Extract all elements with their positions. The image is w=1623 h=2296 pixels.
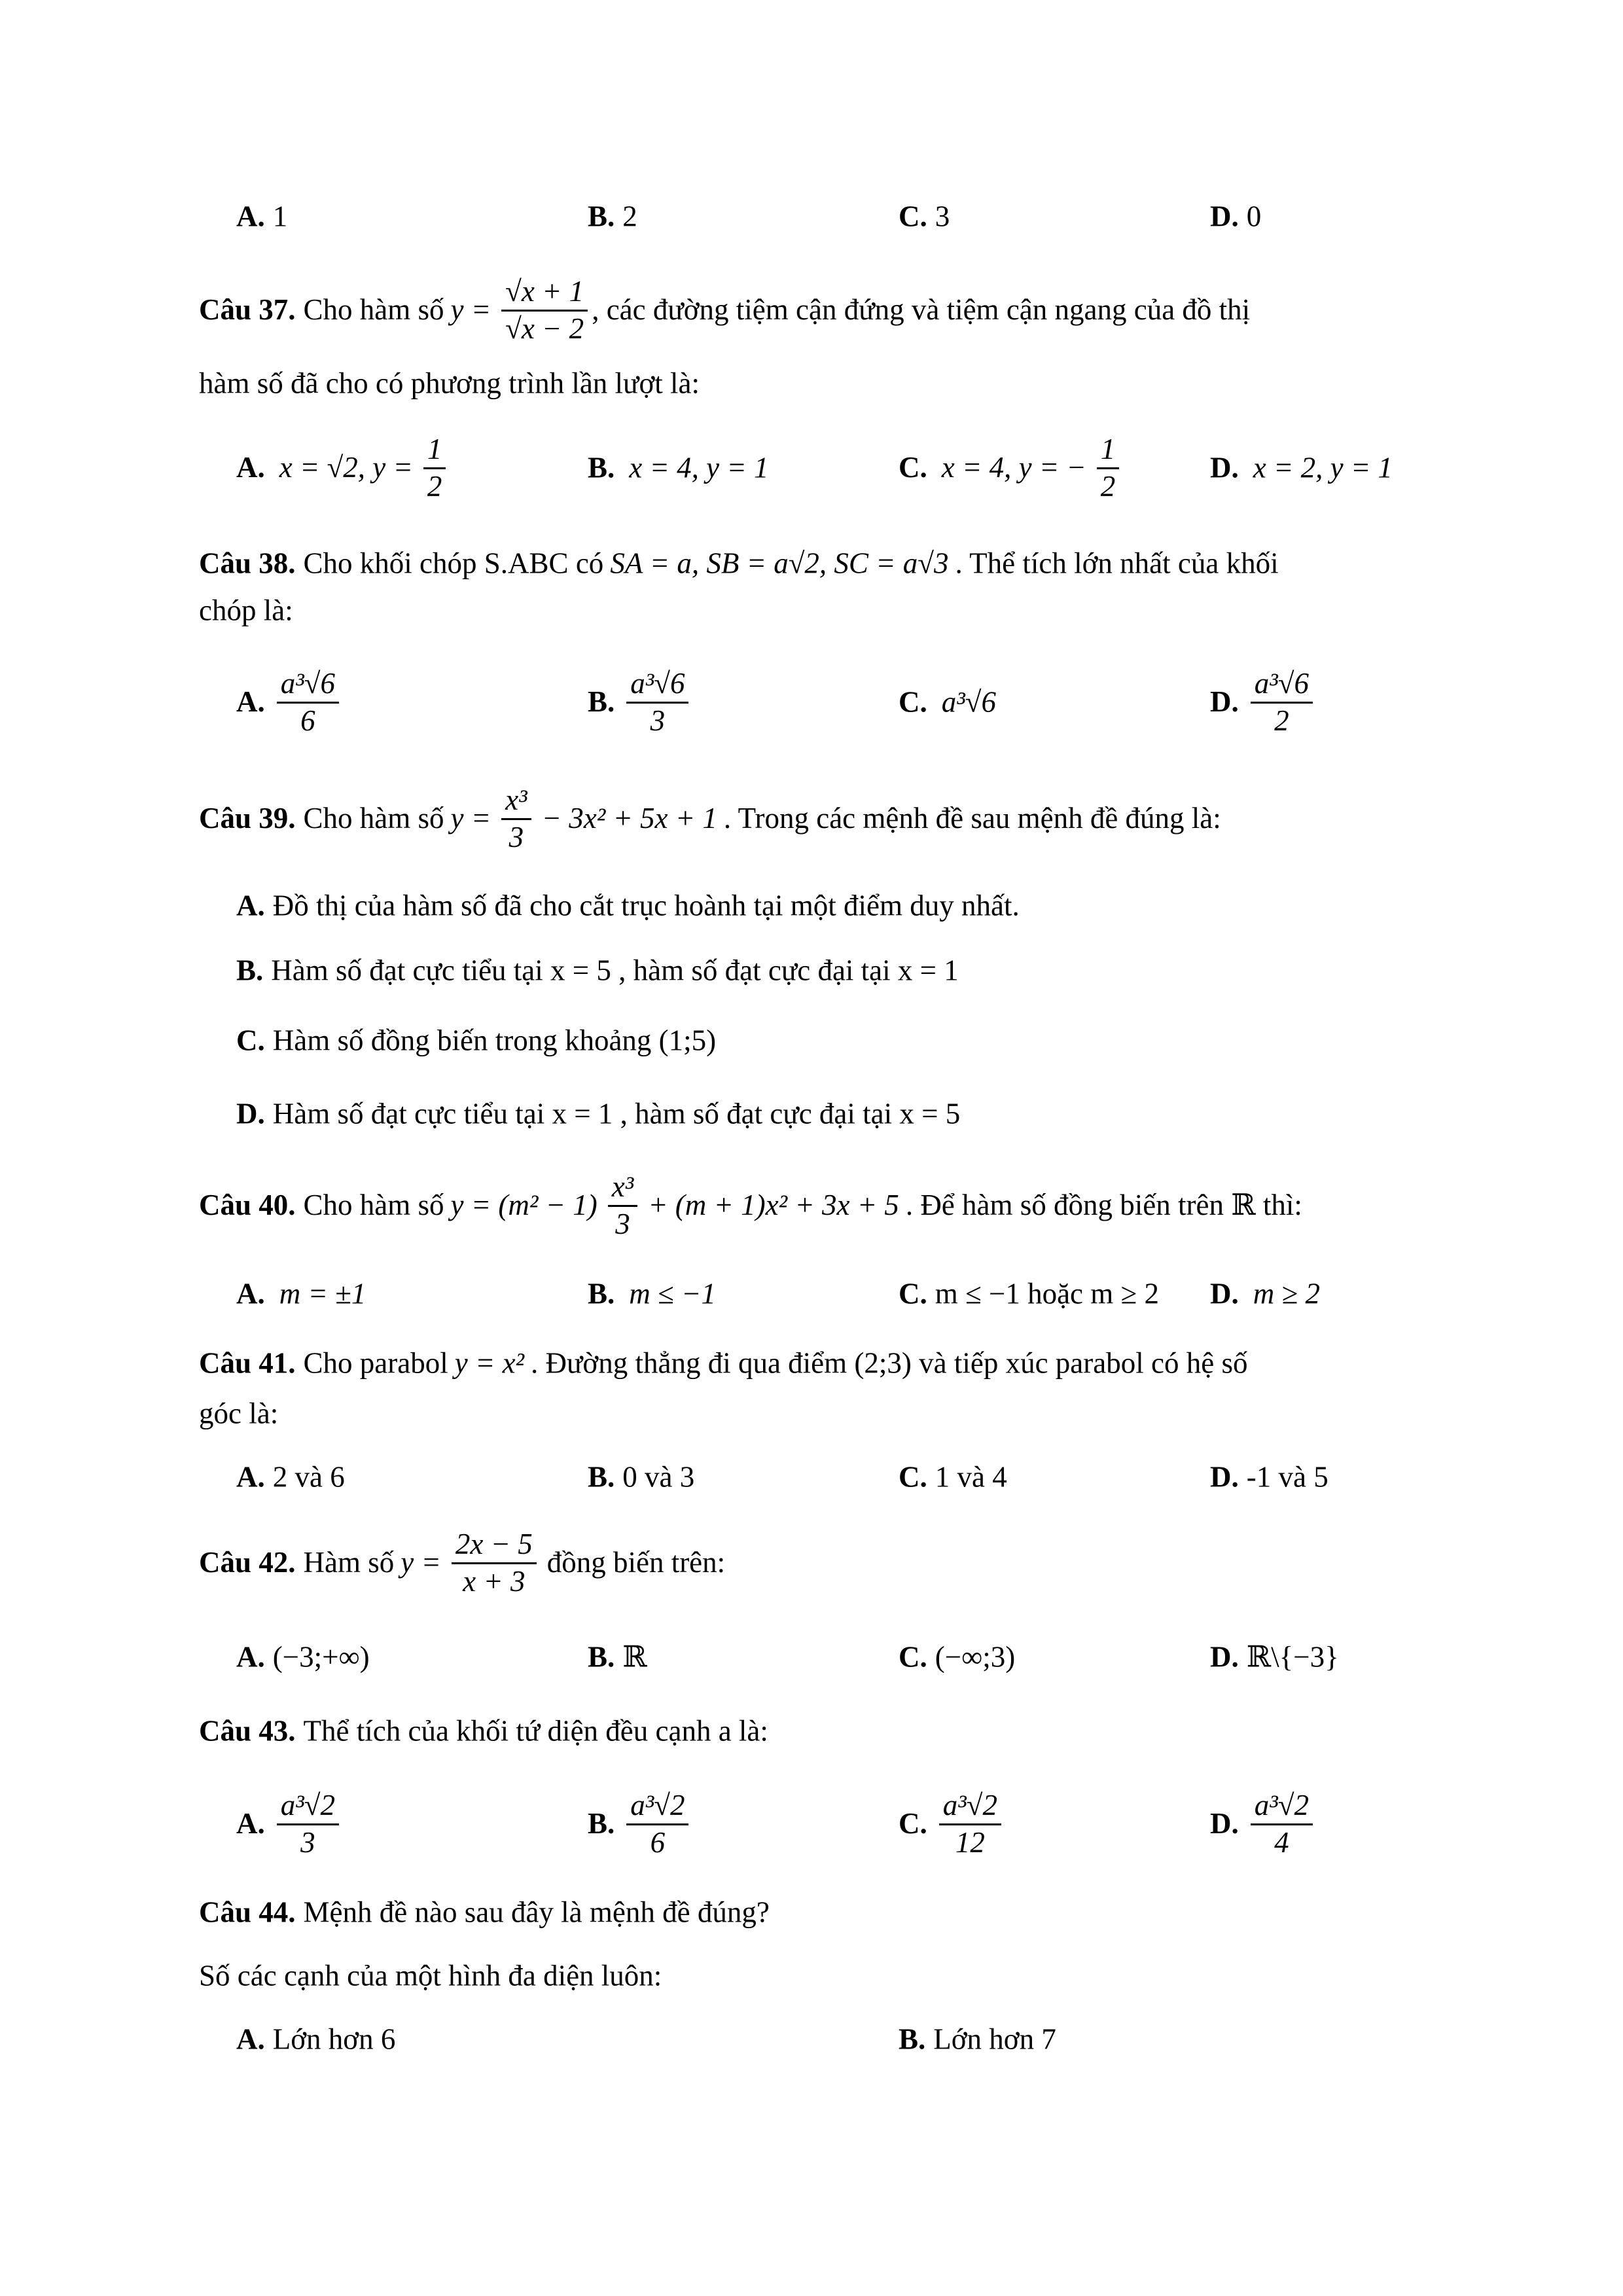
option-label: C. xyxy=(236,1024,265,1057)
option-label: C. xyxy=(899,1640,927,1674)
option-text: Hàm số đạt cực tiểu tại x = 1 , hàm số đạt cực đại tại x = 5 xyxy=(272,1097,961,1130)
option-label: B. xyxy=(588,451,615,484)
q40-option-b xyxy=(588,1278,722,1310)
q44-stem-line2: Số các cạnh của một hình đa diện luôn: xyxy=(199,1959,662,1992)
numerator: √x + 1 xyxy=(501,274,588,312)
q44-option-a xyxy=(236,2023,395,2056)
denominator: 3 xyxy=(300,1825,315,1859)
math: y = xyxy=(401,1546,441,1579)
q41-option-d xyxy=(1210,1461,1329,1494)
stem-text: , các đường tiệm cận đứng và tiệm cận ngang của đồ thị xyxy=(592,293,1251,327)
option-label: C. xyxy=(899,1807,927,1840)
denominator: 6 xyxy=(300,704,315,737)
q37-option-b xyxy=(588,452,775,484)
option-text: m ≤ −1 hoặc m ≥ 2 xyxy=(935,1277,1159,1310)
option-label: A. xyxy=(236,2022,265,2056)
q36-option-d xyxy=(1210,200,1261,233)
q42-stem xyxy=(199,1527,725,1599)
q43-option-d xyxy=(1210,1788,1317,1860)
q44-stem xyxy=(199,1896,770,1929)
q36-option-c xyxy=(899,200,950,233)
option-label: D. xyxy=(1210,1640,1239,1674)
denominator: 12 xyxy=(955,1825,985,1859)
stem-text: Cho hàm số xyxy=(303,293,444,327)
question-label: Câu 37. xyxy=(199,293,296,327)
option-label: C. xyxy=(899,1277,927,1310)
option-label: C. xyxy=(899,685,927,719)
math: y = xyxy=(450,293,491,327)
option-label: B. xyxy=(588,685,615,719)
option-label: B. xyxy=(899,2022,926,2056)
q42-option-a xyxy=(236,1641,370,1674)
option-text: 0 và 3 xyxy=(622,1460,695,1494)
denominator: 2 xyxy=(427,469,442,503)
math: y = (m² − 1) xyxy=(450,1189,597,1222)
option-text: Hàm số đồng biến trong khoảng (1;5) xyxy=(272,1024,717,1057)
q37-option-d xyxy=(1210,452,1399,484)
q37-stem-line2: hàm số đã cho có phương trình lần lượt là: xyxy=(199,367,700,400)
math: (−∞;3) xyxy=(935,1640,1016,1674)
numerator: x³ xyxy=(608,1170,637,1207)
option-text: Lớn hơn 6 xyxy=(272,2022,396,2056)
math: m = ±1 xyxy=(279,1277,366,1310)
option-text: Lớn hơn 7 xyxy=(933,2022,1056,2056)
q38-option-c xyxy=(899,686,1003,719)
fraction xyxy=(501,274,588,346)
numerator: 1 xyxy=(1097,432,1120,469)
question-label: Câu 39. xyxy=(199,802,296,835)
fraction xyxy=(608,1170,637,1242)
option-text: Đồ thị của hàm số đã cho cắt trục hoành tại một điểm duy nhất. xyxy=(272,889,1020,922)
q39-option-c xyxy=(236,1024,716,1057)
option-label: C. xyxy=(899,451,927,484)
q42-option-b xyxy=(588,1641,647,1674)
question-label: Câu 40. xyxy=(199,1189,296,1222)
q43-option-c xyxy=(899,1788,1005,1860)
option-label: D. xyxy=(1210,1277,1239,1310)
denominator: √x − 2 xyxy=(505,312,584,345)
numerator: a³√6 xyxy=(626,666,688,704)
q44-option-b xyxy=(899,2023,1056,2056)
option-label: C. xyxy=(899,1460,927,1494)
numerator: x³ xyxy=(501,783,531,820)
math: y = xyxy=(450,802,491,835)
q43-option-a xyxy=(236,1788,343,1860)
numerator: a³√2 xyxy=(939,1788,1001,1825)
option-label: A. xyxy=(236,685,265,719)
math: x = 2, y = 1 xyxy=(1253,451,1393,484)
fraction xyxy=(939,1788,1001,1860)
numerator: a³√2 xyxy=(277,1788,339,1825)
math: SA = a, SB = a√2, SC = a√3 xyxy=(610,547,949,580)
q38-stem xyxy=(199,547,1279,580)
math: (−3;+∞) xyxy=(272,1640,370,1674)
denominator: 4 xyxy=(1274,1825,1289,1859)
q37-stem xyxy=(199,274,1250,346)
stem-text: . Đường thẳng đi qua điểm (2;3) và tiếp xúc parabol có hệ số xyxy=(531,1346,1248,1380)
option-label: B. xyxy=(588,1277,615,1310)
math: ℝ\{−3} xyxy=(1246,1640,1339,1674)
q41-stem xyxy=(199,1347,1247,1380)
option-label: A. xyxy=(236,200,265,233)
stem-text: Cho parabol xyxy=(303,1346,448,1380)
option-label: D. xyxy=(1210,200,1239,233)
option-label: B. xyxy=(236,954,264,987)
q36-option-b xyxy=(588,200,637,233)
option-text: 2 xyxy=(622,200,637,233)
q39-option-d xyxy=(236,1098,960,1130)
numerator: 1 xyxy=(423,432,446,469)
fraction xyxy=(626,1788,688,1860)
denominator: 2 xyxy=(1100,469,1116,503)
fraction xyxy=(277,1788,339,1860)
fraction xyxy=(1097,432,1120,504)
fraction xyxy=(423,432,446,504)
option-text: 2 và 6 xyxy=(272,1460,345,1494)
denominator: 6 xyxy=(650,1825,666,1859)
stem-text: đồng biến trên: xyxy=(546,1546,726,1579)
q38-option-b xyxy=(588,666,692,738)
question-label: Câu 44. xyxy=(199,1895,296,1929)
stem-text: . Trong các mệnh đề sau mệnh đề đúng là: xyxy=(723,802,1221,835)
denominator: 3 xyxy=(615,1207,630,1240)
q38-stem-line2: chóp là: xyxy=(199,594,293,627)
q39-stem xyxy=(199,783,1221,855)
option-text: 1 xyxy=(272,200,288,233)
option-label: A. xyxy=(236,889,265,922)
option-text: 0 xyxy=(1246,200,1262,233)
numerator: 2x − 5 xyxy=(452,1527,537,1564)
stem-text: Hàm số xyxy=(303,1546,395,1579)
numerator: a³√2 xyxy=(626,1788,688,1825)
stem-text: . Để hàm số đồng biến trên ℝ thì: xyxy=(905,1189,1302,1222)
q43-stem xyxy=(199,1715,768,1748)
math: ℝ xyxy=(622,1640,647,1674)
option-text: 3 xyxy=(935,200,950,233)
option-label: C. xyxy=(899,200,927,233)
fraction xyxy=(1251,666,1313,738)
option-text: 1 và 4 xyxy=(935,1460,1007,1494)
stem-text: Mệnh đề nào sau đây là mệnh đề đúng? xyxy=(303,1895,770,1929)
option-label: B. xyxy=(588,1460,615,1494)
math: a³√6 xyxy=(941,685,996,719)
q40-stem xyxy=(199,1170,1302,1242)
q42-option-c xyxy=(899,1641,1015,1674)
math: + (m + 1)x² + 3x + 5 xyxy=(648,1189,899,1222)
q37-option-c xyxy=(899,432,1123,504)
q41-option-c xyxy=(899,1461,1007,1494)
q41-option-a xyxy=(236,1461,345,1494)
q42-option-d xyxy=(1210,1641,1339,1674)
stem-text: Cho hàm số xyxy=(303,1189,444,1222)
denominator: 3 xyxy=(508,820,524,853)
option-label: A. xyxy=(236,1640,265,1674)
q41-option-b xyxy=(588,1461,694,1494)
option-label: D. xyxy=(1210,1460,1239,1494)
option-label: A. xyxy=(236,1460,265,1494)
q41-stem-line2: góc là: xyxy=(199,1397,279,1430)
numerator: a³√2 xyxy=(1251,1788,1313,1825)
math: m ≥ 2 xyxy=(1253,1277,1320,1310)
denominator: x + 3 xyxy=(463,1564,526,1598)
fraction xyxy=(1251,1788,1313,1860)
q38-option-d xyxy=(1210,666,1317,738)
stem-text: Thể tích của khối tứ diện đều cạnh a là: xyxy=(303,1714,768,1748)
q43-option-b xyxy=(588,1788,692,1860)
question-label: Câu 41. xyxy=(199,1346,296,1380)
option-label: B. xyxy=(588,1807,615,1840)
question-label: Câu 42. xyxy=(199,1546,296,1579)
q40-option-a xyxy=(236,1278,372,1310)
math: x = 4, y = 1 xyxy=(629,451,769,484)
fraction xyxy=(452,1527,537,1599)
q36-option-a xyxy=(236,200,287,233)
denominator: 2 xyxy=(1274,704,1289,737)
option-label: D. xyxy=(1210,451,1239,484)
option-label: A. xyxy=(236,1277,265,1310)
option-label: D. xyxy=(1210,1807,1239,1840)
fraction xyxy=(626,666,688,738)
numerator: a³√6 xyxy=(1251,666,1313,704)
stem-text: Cho khối chóp S.ABC có xyxy=(303,547,604,580)
option-label: B. xyxy=(588,200,615,233)
q40-option-c xyxy=(899,1278,1159,1310)
q39-option-a xyxy=(236,889,1020,922)
q39-option-b xyxy=(236,954,959,987)
math: y = x² xyxy=(454,1346,525,1380)
option-label: D. xyxy=(1210,685,1239,719)
denominator: 3 xyxy=(650,704,666,737)
math: x = 4, y = − xyxy=(941,451,1086,484)
option-label: D. xyxy=(236,1097,265,1130)
q37-option-a xyxy=(236,432,450,504)
math: − 3x² + 5x + 1 xyxy=(541,802,717,835)
question-label: Câu 43. xyxy=(199,1714,296,1748)
option-text: -1 và 5 xyxy=(1246,1460,1329,1494)
option-text: Hàm số đạt cực tiểu tại x = 5 , hàm số đạt cực đại tại x = 1 xyxy=(271,954,959,987)
fraction xyxy=(501,783,531,855)
q40-option-d xyxy=(1210,1278,1327,1310)
numerator: a³√6 xyxy=(277,666,339,704)
math: m ≤ −1 xyxy=(629,1277,716,1310)
option-label: A. xyxy=(236,1807,265,1840)
question-label: Câu 38. xyxy=(199,547,296,580)
fraction xyxy=(277,666,339,738)
math: x = √2, y = xyxy=(279,451,413,484)
stem-text: Cho hàm số xyxy=(303,802,444,835)
option-label: A. xyxy=(236,451,265,484)
q38-option-a xyxy=(236,666,343,738)
option-label: B. xyxy=(588,1640,615,1674)
stem-text: . Thể tích lớn nhất của khối xyxy=(955,547,1279,580)
